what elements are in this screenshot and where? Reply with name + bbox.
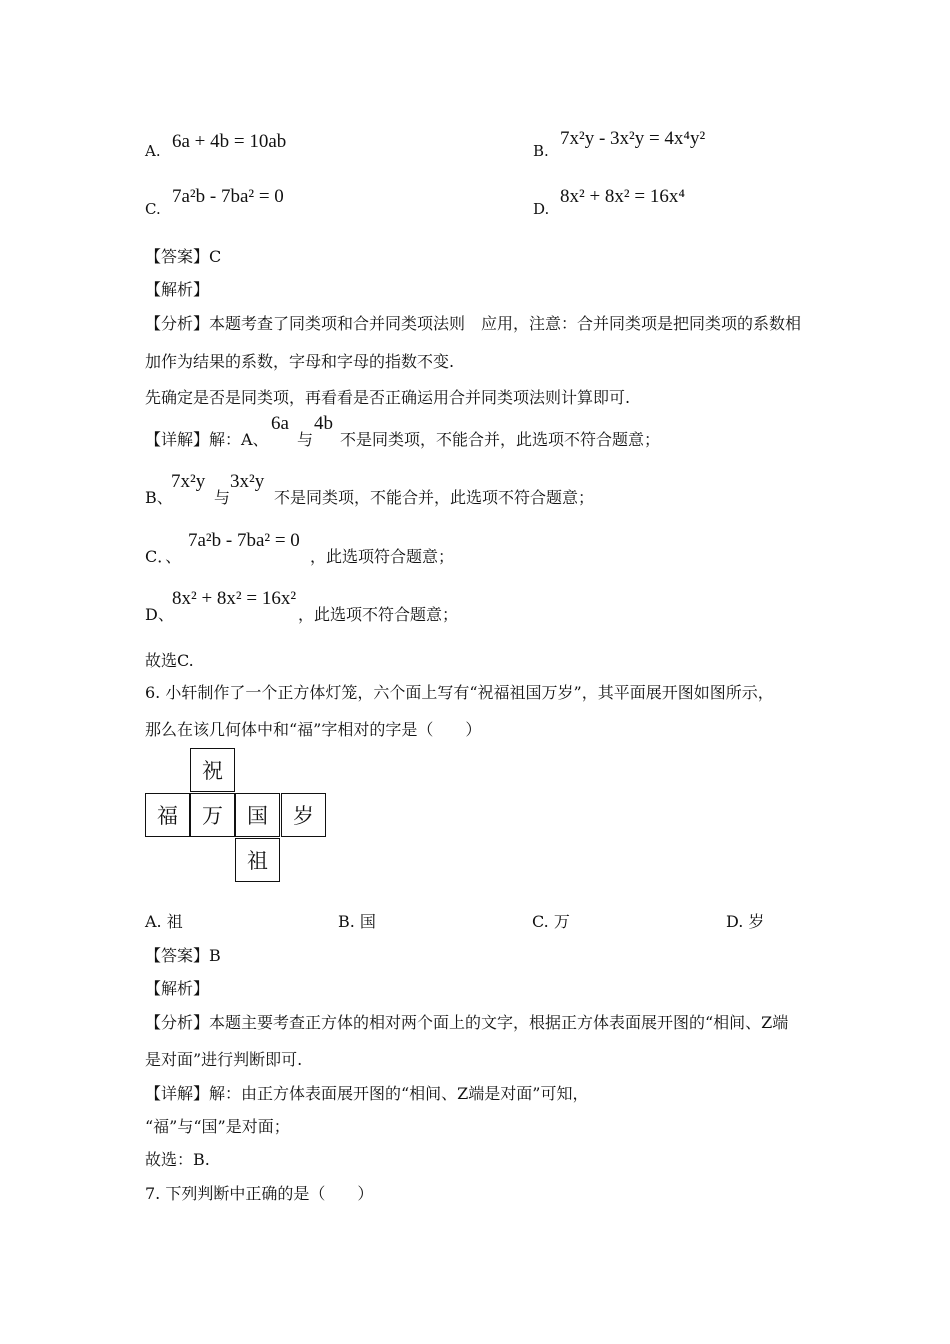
- detail-c-prefix: C．、: [145, 547, 182, 566]
- net-cell-top: 祝: [190, 748, 235, 792]
- q6-option-a: A. 祖: [145, 912, 183, 931]
- q6-analysis-line-2: 是对面”进行判断即可.: [145, 1050, 303, 1069]
- detail-b-prefix: B、: [145, 488, 173, 507]
- q5-analysis-heading: 【解析】: [145, 280, 210, 299]
- net-cell-center: 万: [190, 793, 235, 837]
- net-cell-right-2: 岁: [281, 793, 326, 837]
- net-cell-left: 福: [145, 793, 190, 837]
- cube-net-figure: [145, 748, 329, 884]
- q5-answer: 【答案】C: [145, 247, 222, 266]
- option-a-expression: 6a + 4b = 10ab: [172, 131, 287, 152]
- q6-detail-line-2: “福”与“国”是对面；: [145, 1117, 290, 1136]
- q6-stem-line-1: 6. 小轩制作了一个正方体灯笼，六个面上写有“祝福祖国万岁”，其平面展开图如图所示，: [145, 683, 774, 702]
- q6-stem-line-2: 那么在该几何体中和“福”字相对的字是（ ）: [145, 720, 482, 739]
- q6-option-b: B. 国: [338, 912, 376, 931]
- q6-conclusion: 故选：B.: [145, 1150, 210, 1169]
- q5-analysis-line-2: 加作为结果的系数，字母和字母的指数不变.: [145, 352, 455, 371]
- detail-a-text: 不是同类项，不能合并，此选项不符合题意；: [340, 430, 661, 449]
- q7-stem: 7. 下列判断中正确的是（ ）: [145, 1184, 374, 1203]
- option-d-label: D.: [533, 200, 550, 218]
- detail-a-term-1: 6a: [271, 413, 289, 434]
- option-c-expression: 7a²b - 7ba² = 0: [172, 186, 284, 207]
- option-d-expression: 8x² + 8x² = 16x⁴: [560, 186, 685, 207]
- q5-analysis-line-1: 【分析】本题考查了同类项和合并同类项法则 应用，注意：合并同类项是把同类项的系数相: [145, 314, 802, 333]
- detail-c-expression: 7a²b - 7ba² = 0: [188, 530, 300, 551]
- detail-d-prefix: D、: [145, 605, 174, 624]
- q6-answer: 【答案】B: [145, 946, 221, 965]
- option-a-label: A.: [145, 142, 161, 160]
- detail-d-text: ，此选项不符合题意；: [298, 605, 459, 624]
- detail-a-connector: 与: [297, 430, 314, 449]
- q6-analysis-heading: 【解析】: [145, 979, 210, 998]
- detail-b-term-2: 3x²y: [230, 471, 265, 492]
- detail-d-expression: 8x² + 8x² = 16x²: [172, 588, 297, 609]
- option-c-label: C.: [145, 200, 161, 218]
- q6-analysis-line-1: 【分析】本题主要考查正方体的相对两个面上的文字，根据正方体表面展开图的“相间、Z端: [145, 1013, 789, 1032]
- detail-b-text: 不是同类项，不能合并，此选项不符合题意；: [274, 488, 595, 507]
- detail-a-prefix: 【详解】解：A、: [145, 430, 269, 449]
- q5-analysis-line-3: 先确定是否是同类项，再看看是否正确运用合并同类项法则计算即可.: [145, 388, 631, 407]
- net-cell-bottom: 祖: [235, 838, 280, 882]
- detail-a-term-2: 4b: [314, 413, 333, 434]
- q6-option-c: C. 万: [532, 912, 570, 931]
- option-b-label: B.: [533, 142, 549, 160]
- net-cell-right-1: 国: [235, 793, 280, 837]
- detail-c-text: ，此选项符合题意；: [310, 547, 455, 566]
- q6-detail-line-1: 【详解】解：由正方体表面展开图的“相间、Z端是对面”可知，: [145, 1084, 589, 1103]
- detail-b-connector: 与: [214, 488, 231, 507]
- q6-option-d: D. 岁: [726, 912, 765, 931]
- option-b-expression: 7x²y - 3x²y = 4x⁴y²: [560, 128, 706, 149]
- detail-b-term-1: 7x²y: [171, 471, 206, 492]
- q5-conclusion: 故选C.: [145, 651, 194, 670]
